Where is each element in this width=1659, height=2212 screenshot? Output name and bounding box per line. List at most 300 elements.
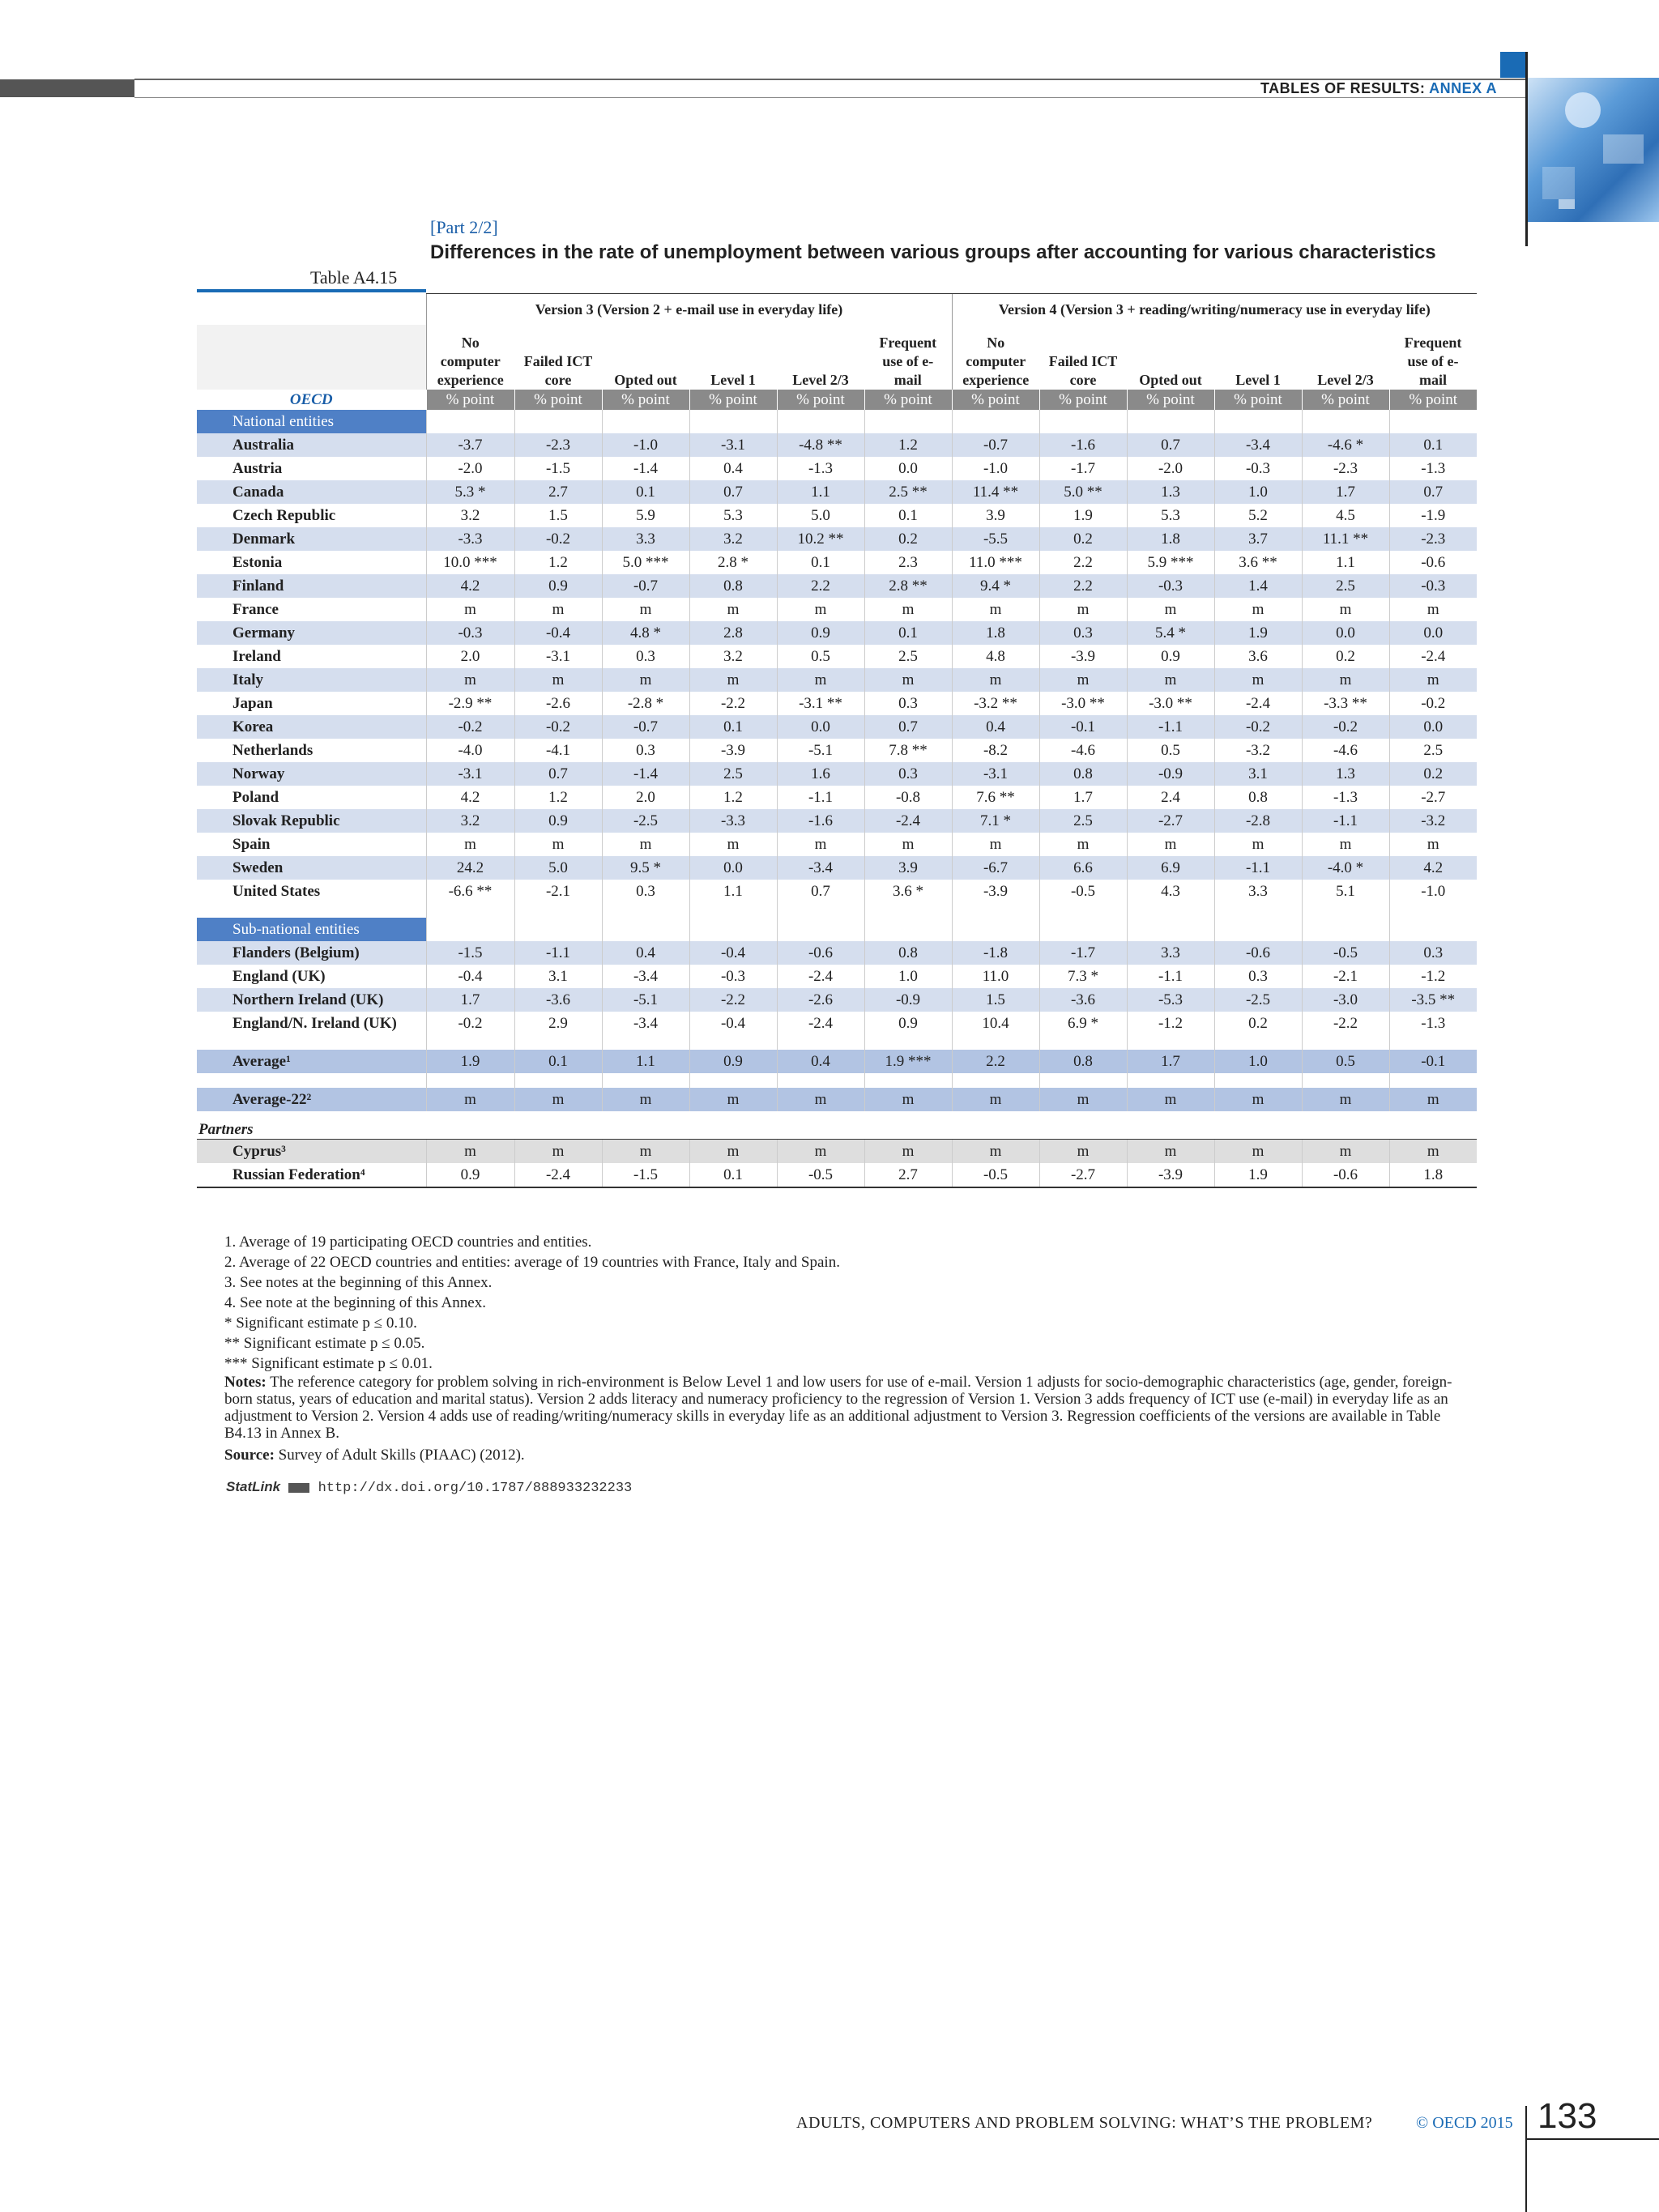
row-label: Ireland — [197, 645, 426, 668]
table-cell: -0.4 — [514, 621, 602, 645]
table-cell: -0.3 — [1389, 574, 1477, 598]
table-cell: 5.9 *** — [1127, 551, 1214, 574]
table-cell: -3.0 ** — [1127, 692, 1214, 715]
table-cell: -1.3 — [1302, 786, 1389, 809]
row-label: Estonia — [197, 551, 426, 574]
table-cell: -2.8 — [1214, 809, 1302, 833]
table-cell: -3.1 — [952, 762, 1039, 786]
table-cell: 2.8 * — [689, 551, 777, 574]
table-cell: -3.0 ** — [1039, 692, 1127, 715]
table-cell: 3.1 — [514, 965, 602, 988]
table-cell: 3.3 — [602, 527, 689, 551]
table-cell: 0.5 — [1302, 1050, 1389, 1073]
table-cell: 0.8 — [864, 941, 952, 965]
table-cell: 0.3 — [1214, 965, 1302, 988]
table-row — [197, 574, 1477, 598]
table-cell: 2.2 — [952, 1050, 1039, 1073]
table-cell: m — [426, 1140, 514, 1164]
table-cell: -1.3 — [1389, 457, 1477, 480]
table-cell: -5.3 — [1127, 988, 1214, 1012]
row-label: Russian Federation⁴ — [197, 1163, 426, 1187]
table-cell: m — [1389, 1140, 1477, 1164]
table-cell: -0.3 — [426, 621, 514, 645]
table-row — [197, 621, 1477, 645]
table-cell: -2.2 — [1302, 1012, 1389, 1035]
table-cell: 0.2 — [864, 527, 952, 551]
table-cell: m — [1214, 833, 1302, 856]
table-cell: 1.9 — [426, 1050, 514, 1073]
table-cell: m — [1127, 1088, 1214, 1111]
table-cell: m — [602, 1088, 689, 1111]
table-cell: -3.3 — [426, 527, 514, 551]
table-cell: m — [1302, 668, 1389, 692]
table-cell: m — [864, 1088, 952, 1111]
table-cell: m — [1039, 1140, 1127, 1164]
table-cell: -0.2 — [426, 715, 514, 739]
table-cell: 0.7 — [689, 480, 777, 504]
row-label: Northern Ireland (UK) — [197, 988, 426, 1012]
table-cell: m — [1389, 668, 1477, 692]
table-cell: 0.0 — [1389, 621, 1477, 645]
table-cell: 2.5 — [1039, 809, 1127, 833]
table-cell: m — [426, 833, 514, 856]
table-cell: -3.4 — [602, 1012, 689, 1035]
unit-label: % point — [514, 390, 602, 410]
abstract-tech-icon — [1526, 78, 1659, 222]
table-cell: 1.0 — [1214, 1050, 1302, 1073]
table-cell: 3.2 — [689, 527, 777, 551]
table-cell: 1.9 — [1039, 504, 1127, 527]
table-cell: 0.3 — [864, 692, 952, 715]
table-cell: -2.3 — [1389, 527, 1477, 551]
table-row — [197, 1050, 1477, 1073]
table-cell: 0.0 — [864, 457, 952, 480]
table-cell: 0.0 — [689, 856, 777, 880]
table-cell: 0.3 — [602, 739, 689, 762]
row-label: Average¹ — [197, 1050, 426, 1073]
table-cell: 6.9 — [1127, 856, 1214, 880]
table-cell: 1.1 — [777, 480, 864, 504]
table-cell: 3.3 — [1214, 880, 1302, 903]
table-cell: 0.4 — [952, 715, 1039, 739]
notes-body: The reference category for problem solving in rich-environment is Below Level 1 and low users for use of e-mail. Version 1 adjusts for socio-demographic characteristics (age, gender, foreign-born status, years of education and marital status). Version 2 adds literacy and numeracy proficiency to the regression of Version 1. Version 3 adds frequency of ICT use (e-mail) in everyday life as an adjustment to Version 2. Version 4 adds use of reading/writing/numeracy skills in everyday life as an additional adjustment to Version 3. Regression coefficients of the versions are available in Table B4.13 in Annex B. — [224, 1374, 1452, 1442]
unit-label: % point — [864, 390, 952, 410]
table-cell: -2.4 — [777, 965, 864, 988]
header-dark-bar — [0, 79, 134, 97]
table-cell: -0.7 — [602, 715, 689, 739]
table-cell: 0.7 — [1389, 480, 1477, 504]
table-cell: m — [689, 833, 777, 856]
table-cell: m — [602, 598, 689, 621]
table-cell: m — [1214, 1088, 1302, 1111]
table-row — [197, 457, 1477, 480]
table-row — [197, 598, 1477, 621]
table-cell: m — [689, 1088, 777, 1111]
table-cell: m — [777, 598, 864, 621]
table-cell: 11.1 ** — [1302, 527, 1389, 551]
table-cell: -0.4 — [426, 965, 514, 988]
table-cell: -0.5 — [1039, 880, 1127, 903]
table-cell: 1.5 — [514, 504, 602, 527]
table-id-rule — [197, 289, 426, 292]
table-cell: 0.2 — [1039, 527, 1127, 551]
table-cell: -3.9 — [1127, 1163, 1214, 1187]
table-cell: -8.2 — [952, 739, 1039, 762]
table-cell: m — [952, 668, 1039, 692]
table-cell: 0.1 — [514, 1050, 602, 1073]
annex-prefix: TABLES OF RESULTS: — [1260, 80, 1430, 96]
table-cell: 0.9 — [426, 1163, 514, 1187]
table-cell: 1.9 — [1214, 621, 1302, 645]
table-cell: 1.2 — [864, 433, 952, 457]
table-cell: -5.5 — [952, 527, 1039, 551]
table-id: Table A4.15 — [310, 267, 398, 288]
row-label: Austria — [197, 457, 426, 480]
table-cell: -3.7 — [426, 433, 514, 457]
table-cell: -2.7 — [1039, 1163, 1127, 1187]
footer-vertical-rule — [1525, 2106, 1527, 2212]
table-cell: m — [864, 1140, 952, 1164]
table-cell: 0.3 — [1389, 941, 1477, 965]
annex-label — [1260, 80, 1497, 97]
table-cell: 5.0 *** — [602, 551, 689, 574]
table-cell: m — [514, 598, 602, 621]
table-cell: 11.0 — [952, 965, 1039, 988]
table-cell: -1.0 — [1389, 880, 1477, 903]
unit-label: % point — [952, 390, 1039, 410]
table-cell: 4.2 — [426, 786, 514, 809]
table-cell: -1.5 — [426, 941, 514, 965]
table-cell: 0.7 — [777, 880, 864, 903]
corner-vertical-rule — [1525, 52, 1528, 246]
table-cell: -0.5 — [952, 1163, 1039, 1187]
table-cell: 1.4 — [1214, 574, 1302, 598]
table-cell: 11.0 *** — [952, 551, 1039, 574]
table-cell: 6.9 * — [1039, 1012, 1127, 1035]
row-label: England (UK) — [197, 965, 426, 988]
table-cell: 0.9 — [689, 1050, 777, 1073]
table-cell: -3.1 — [426, 762, 514, 786]
table-row — [197, 880, 1477, 903]
table-row — [197, 692, 1477, 715]
table-cell: m — [602, 668, 689, 692]
table-cell: -2.4 — [1389, 645, 1477, 668]
table-row — [197, 1012, 1477, 1035]
table-cell: 10.2 ** — [777, 527, 864, 551]
table-cell: -1.7 — [1039, 941, 1127, 965]
table-cell: -1.2 — [1389, 965, 1477, 988]
table-cell: m — [777, 1140, 864, 1164]
table-cell: m — [514, 1140, 602, 1164]
table-cell: -0.5 — [777, 1163, 864, 1187]
table-row — [197, 527, 1477, 551]
footnote-2: 2. Average of 22 OECD countries and entities: average of 19 countries with France, Italy and Spain. — [224, 1254, 840, 1271]
table-cell: 2.0 — [426, 645, 514, 668]
table-row — [197, 1088, 1477, 1111]
table-cell: 0.7 — [1127, 433, 1214, 457]
table-cell: 0.9 — [1127, 645, 1214, 668]
table-cell: 11.4 ** — [952, 480, 1039, 504]
table-cell: -3.9 — [1039, 645, 1127, 668]
table-cell: -4.1 — [514, 739, 602, 762]
table-cell: 0.7 — [514, 762, 602, 786]
table-cell: m — [952, 598, 1039, 621]
table-cell: -4.6 — [1039, 739, 1127, 762]
table-cell: 3.6 * — [864, 880, 952, 903]
table-cell: m — [1214, 598, 1302, 621]
statlink-url[interactable]: http://dx.doi.org/10.1787/888933232233 — [318, 1481, 633, 1496]
table-cell: -0.3 — [1127, 574, 1214, 598]
unit-label: % point — [1214, 390, 1302, 410]
footnote-3: 3. See notes at the beginning of this Annex. — [224, 1274, 493, 1291]
table-cell: 6.6 — [1039, 856, 1127, 880]
table-cell: m — [1127, 833, 1214, 856]
table-cell: -4.6 * — [1302, 433, 1389, 457]
table-cell: 9.5 * — [602, 856, 689, 880]
table-cell: -0.1 — [1039, 715, 1127, 739]
statlink-label: StatLink — [226, 1479, 281, 1494]
table-cell: 1.9 *** — [864, 1050, 952, 1073]
table-cell: -3.2 — [1214, 739, 1302, 762]
table-cell: 4.3 — [1127, 880, 1214, 903]
table-cell: 2.2 — [777, 574, 864, 598]
table-cell: -1.1 — [1127, 715, 1214, 739]
table-cell: m — [602, 833, 689, 856]
table-cell: 3.1 — [1214, 762, 1302, 786]
table-cell: -4.0 — [426, 739, 514, 762]
table-row — [197, 809, 1477, 833]
table-cell: -2.1 — [1302, 965, 1389, 988]
column-header: No computer experience — [952, 325, 1039, 390]
table-row — [197, 480, 1477, 504]
table-cell: -5.1 — [602, 988, 689, 1012]
table-cell: 0.1 — [689, 1163, 777, 1187]
footer-title: ADULTS, COMPUTERS AND PROBLEM SOLVING: WHAT’S THE PROBLEM? — [796, 2114, 1373, 2132]
table-row — [197, 1163, 1477, 1187]
table-cell: -3.4 — [1214, 433, 1302, 457]
table-cell: 2.7 — [864, 1163, 952, 1187]
table-cell: -1.7 — [1039, 457, 1127, 480]
national-entities-section — [197, 410, 1477, 433]
table-cell: -3.4 — [602, 965, 689, 988]
table-cell: -0.9 — [1127, 762, 1214, 786]
table-cell: m — [1039, 668, 1127, 692]
table-cell: -0.8 — [864, 786, 952, 809]
column-header: Level 1 — [1235, 372, 1281, 388]
subnational-entities-section — [197, 918, 1477, 941]
footnote-1: 1. Average of 19 participating OECD countries and entities. — [224, 1234, 592, 1251]
table-cell: -1.6 — [777, 809, 864, 833]
table-cell: -2.7 — [1127, 809, 1214, 833]
table-cell: 0.3 — [864, 762, 952, 786]
version3-header: Version 3 (Version 2 + e-mail use in everyday life) — [426, 294, 952, 326]
table-cell: m — [1214, 1140, 1302, 1164]
table-cell: 0.9 — [514, 574, 602, 598]
table-row — [197, 645, 1477, 668]
table-cell: -2.5 — [1214, 988, 1302, 1012]
row-label: Netherlands — [197, 739, 426, 762]
table-cell: 2.7 — [514, 480, 602, 504]
column-header: Failed ICT core — [1048, 353, 1118, 388]
table-cell: 0.4 — [777, 1050, 864, 1073]
table-cell: -4.6 — [1302, 739, 1389, 762]
table-cell: 4.5 — [1302, 504, 1389, 527]
table-cell: m — [1302, 1140, 1389, 1164]
table-cell: 0.2 — [1302, 645, 1389, 668]
table-cell: -3.1 ** — [777, 692, 864, 715]
table-cell: 1.0 — [864, 965, 952, 988]
table-cell: -3.0 — [1302, 988, 1389, 1012]
table-cell: 2.5 — [1389, 739, 1477, 762]
table-row — [197, 504, 1477, 527]
table-cell: 5.4 * — [1127, 621, 1214, 645]
row-label: Spain — [197, 833, 426, 856]
table-cell: m — [777, 668, 864, 692]
row-label: Sweden — [197, 856, 426, 880]
table-cell: 0.2 — [1389, 762, 1477, 786]
column-header: Frequent use of e-mail — [1404, 335, 1462, 388]
table-cell: m — [1214, 668, 1302, 692]
table-cell: m — [1389, 1088, 1477, 1111]
table-cell: m — [777, 833, 864, 856]
table-cell: -0.2 — [1214, 715, 1302, 739]
partners-header-row — [197, 1111, 1477, 1140]
row-label: United States — [197, 880, 426, 903]
table-cell: m — [1302, 833, 1389, 856]
table-cell: 2.5 — [689, 762, 777, 786]
footnote-sig-2: ** Significant estimate p ≤ 0.05. — [224, 1335, 425, 1352]
table-cell: 0.3 — [602, 880, 689, 903]
table-cell: 3.6 ** — [1214, 551, 1302, 574]
footnote-4: 4. See note at the beginning of this Annex. — [224, 1294, 486, 1311]
table-cell: 0.8 — [1214, 786, 1302, 809]
table-cell: 1.7 — [426, 988, 514, 1012]
table-cell: 7.8 ** — [864, 739, 952, 762]
table-cell: 1.6 — [777, 762, 864, 786]
table-cell: 1.2 — [689, 786, 777, 809]
table-cell: m — [952, 1088, 1039, 1111]
table-cell: 1.8 — [952, 621, 1039, 645]
corner-decorative-image — [1526, 78, 1659, 222]
table-cell: m — [1127, 598, 1214, 621]
row-label: Canada — [197, 480, 426, 504]
table-cell: -0.6 — [777, 941, 864, 965]
version4-header: Version 4 (Version 3 + reading/writing/numeracy use in everyday life) — [952, 294, 1477, 326]
table-cell: -1.6 — [1039, 433, 1127, 457]
column-header: Level 2/3 — [792, 372, 849, 388]
table-row — [197, 965, 1477, 988]
results-table — [197, 293, 1477, 1188]
source-body: Survey of Adult Skills (PIAAC) (2012). — [278, 1447, 525, 1464]
unit-label: % point — [1039, 390, 1127, 410]
table-cell: 3.9 — [952, 504, 1039, 527]
row-label: Cyprus³ — [197, 1140, 426, 1164]
table-cell: 3.6 — [1214, 645, 1302, 668]
table-cell: m — [1039, 1088, 1127, 1111]
table-header — [197, 294, 1477, 411]
table-cell: 0.8 — [1039, 1050, 1127, 1073]
table-row — [197, 762, 1477, 786]
footer-copyright: © OECD 2015 — [1416, 2114, 1513, 2132]
unit-label: % point — [1127, 390, 1214, 410]
table-cell: 1.1 — [602, 1050, 689, 1073]
table-cell: 1.7 — [1039, 786, 1127, 809]
table-cell: m — [426, 598, 514, 621]
table-cell: 0.4 — [689, 457, 777, 480]
table-cell: 1.2 — [514, 786, 602, 809]
row-label: Slovak Republic — [197, 809, 426, 833]
table-cell: 5.9 — [602, 504, 689, 527]
table-cell: 2.8 ** — [864, 574, 952, 598]
unit-label: % point — [777, 390, 864, 410]
table-row — [197, 833, 1477, 856]
row-label: Denmark — [197, 527, 426, 551]
table-cell: m — [514, 1088, 602, 1111]
table-cell: m — [514, 668, 602, 692]
table-cell: -2.0 — [1127, 457, 1214, 480]
table-cell: 0.0 — [777, 715, 864, 739]
table-cell: 2.5 — [864, 645, 952, 668]
spacer-row — [197, 903, 1477, 918]
table-cell: -0.7 — [952, 433, 1039, 457]
table-cell: 3.9 — [864, 856, 952, 880]
table-cell: m — [952, 833, 1039, 856]
unit-label: % point — [689, 390, 777, 410]
table-cell: -0.6 — [1302, 1163, 1389, 1187]
table-cell: 1.2 — [514, 551, 602, 574]
column-header: Opted out — [614, 372, 677, 388]
table-cell: -2.4 — [1214, 692, 1302, 715]
table-cell: 0.8 — [689, 574, 777, 598]
table-cell: -2.8 * — [602, 692, 689, 715]
column-header: Level 1 — [710, 372, 756, 388]
table-cell: m — [602, 1140, 689, 1164]
table-cell: 2.3 — [864, 551, 952, 574]
table-cell: 2.4 — [1127, 786, 1214, 809]
table-cell: -1.1 — [777, 786, 864, 809]
table-cell: -0.5 — [1302, 941, 1389, 965]
table-cell: 1.1 — [1302, 551, 1389, 574]
table-cell: -3.2 ** — [952, 692, 1039, 715]
table-cell: 0.0 — [1302, 621, 1389, 645]
table-cell: -0.3 — [1214, 457, 1302, 480]
table-cell: 0.7 — [864, 715, 952, 739]
table-cell: -0.2 — [426, 1012, 514, 1035]
table-cell: m — [1127, 1140, 1214, 1164]
table-title: Differences in the rate of unemployment between various groups after accounting for various characteristics — [430, 241, 1436, 263]
table-cell: 0.1 — [864, 504, 952, 527]
table-cell: -3.6 — [514, 988, 602, 1012]
table-cell: m — [1127, 668, 1214, 692]
source-line — [224, 1445, 1480, 1465]
table-cell: -0.2 — [1302, 715, 1389, 739]
notes — [224, 1232, 1480, 1465]
table-cell: -1.3 — [1389, 1012, 1477, 1035]
table-cell: -5.1 — [777, 739, 864, 762]
table-cell: -0.9 — [864, 988, 952, 1012]
table-cell: 0.4 — [602, 941, 689, 965]
table-cell: 5.0 — [777, 504, 864, 527]
unit-row — [197, 390, 1477, 410]
table-cell: -0.6 — [1214, 941, 1302, 965]
row-label: Finland — [197, 574, 426, 598]
row-label: Italy — [197, 668, 426, 692]
table-cell: m — [1302, 1088, 1389, 1111]
table-cell: 3.3 — [1127, 941, 1214, 965]
row-label: Germany — [197, 621, 426, 645]
table-cell: -0.4 — [689, 941, 777, 965]
table-cell: -1.1 — [1214, 856, 1302, 880]
